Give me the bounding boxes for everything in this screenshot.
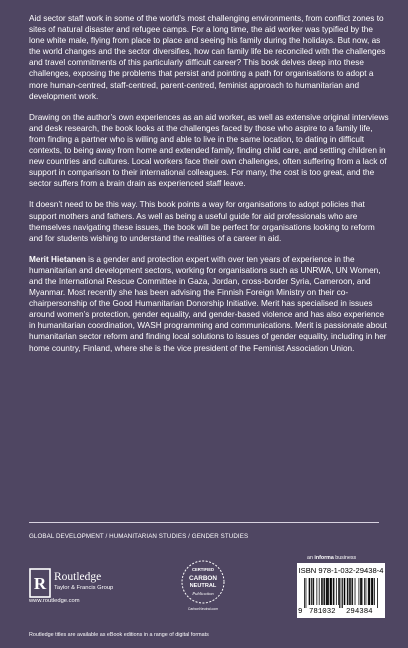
barcode-right-group: 294384 [346, 608, 373, 616]
back-cover-blurb [29, 13, 389, 364]
carbon-url: CarbonNeutral.com [187, 607, 219, 611]
barcode-bar [350, 578, 351, 605]
barcode-bar [362, 578, 363, 605]
routledge-logo-icon [29, 568, 51, 598]
barcode-bar [313, 578, 314, 605]
barcode [297, 563, 385, 618]
badge-bottom: Publication [192, 591, 214, 596]
badge-top: CERTIFIED [191, 567, 215, 572]
barcode-bar [327, 578, 328, 605]
barcode-bar [304, 578, 305, 608]
barcode-bar [359, 578, 360, 605]
barcode-bar [348, 578, 349, 605]
barcode-bar [345, 578, 346, 605]
informa-brand: informa [314, 555, 334, 561]
publisher-logo [29, 568, 139, 608]
divider [29, 522, 379, 523]
author-name: Merit Hietanen [29, 254, 86, 264]
logo-letter: R [33, 574, 47, 593]
barcode-bar [366, 578, 367, 605]
barcode-bar [342, 578, 343, 608]
barcode-bar [326, 578, 327, 605]
barcode-bar [324, 578, 325, 605]
barcode-bar [306, 578, 307, 608]
informa-tagline: an informa business [307, 555, 357, 561]
barcode-bar [374, 578, 375, 605]
barcode-bar [369, 578, 370, 605]
barcode-bar [309, 578, 310, 605]
barcode-bars [304, 578, 378, 608]
barcode-bar [313, 578, 314, 605]
barcode-bar [368, 578, 369, 605]
barcode-bar [352, 578, 353, 605]
badge-line2: NEUTRAL [189, 583, 217, 589]
barcode-bar [316, 578, 317, 605]
barcode-bar [377, 578, 378, 608]
author-bio-text: is a gender and protection expert with over ten years of experience in the humanitarian and development sectors, working for organisations such as UNRWA, UN Women, and the International Rescue Committee in Gaza, Jordan, cross-border Syria, Cameroon, and Myanmar. Most recently she has been advising the Finnish Foreign Ministry on their co-chairpersonship of the Good Humanitarian Donorship Initiative. Merit has specialised in issues around women’s protection, gender equality, and gender-based violence and has also experience in humanitarian coordination, WASH programming and communications. Merit is passionate about humanitarian sector reform and finding local solutions to issues of gender equality, including in her home country, Finland, where she is the vice president of the Feminist Association Union. [29, 254, 387, 353]
barcode-bar [330, 578, 331, 605]
barcode-bar [334, 578, 335, 605]
barcode-bar [327, 578, 328, 605]
isbn-number: ISBN 978-1-032-29438-4 [298, 566, 384, 575]
barcode-bar [373, 578, 374, 605]
barcode-bar [339, 578, 340, 608]
barcode-bar [360, 578, 361, 605]
author-bio [29, 254, 389, 354]
blurb-paragraph: It doesn’t need to be this way. This book points a way for organisations to adopt policies that support mothers and fathers. As well as being a useful guide for aid professionals who are themselves navigating these issues, the book will be perfect for organisations looking to reform and for students wishing to understand the realities of a career in aid. [29, 200, 375, 243]
badge-line1: CARBON [188, 575, 218, 582]
barcode-bar [352, 578, 353, 605]
barcode-digits [297, 608, 385, 617]
barcode-bar [333, 578, 334, 605]
barcode-bar [355, 578, 356, 605]
ebook-footnote: Routledge titles are available as eBook editions in a range of digital formats [29, 632, 209, 638]
barcode-bar [322, 578, 323, 605]
barcode-bar [347, 578, 348, 605]
barcode-bar [309, 578, 310, 605]
barcode-bar [319, 578, 320, 605]
publisher-name: Routledge [54, 571, 102, 583]
barcode-bar [361, 578, 362, 605]
barcode-bar [341, 578, 342, 608]
barcode-bar [321, 578, 322, 605]
barcode-bar [369, 578, 370, 605]
barcode-bar [349, 578, 350, 605]
blurb-paragraph: Aid sector staff work in some of the world’s most challenging environments, from conflict zones to sites of natural disaster and refugee camps. For a long time, the aid worker was typified by the lone white male, flying from place to place and seeing his family during the holidays. But now, as the world changes and the sector diversifies, how can family life be reconciled with the challenges and travel commitments of this particularly difficult career? This book delves deep into these challenges, exposing the problems that persist and pointing a path for organisations to adopt a more human-centred, staff-centred, parent-centred, feminist approach to humanitarian and development work. [29, 14, 386, 101]
barcode-bar [338, 578, 339, 605]
barcode-bar [331, 578, 332, 605]
barcode-left-group: 781032 [309, 608, 336, 616]
blurb-paragraph: Drawing on the author’s own experiences as an aid worker, as well as extensive original interviews and desk research, the book looks at the challenges faced by those who aspire to a family life, from finding a partner who is willing and able to live in the same location, to dating in difficult contexts, to being away from home and extended family, finding child care, and settling children in new countries and cultures. Local workers face their own challenges, often suffering from a lack of support in comparison to their international colleagues. For many, the cost is too great, and the sector suffers from a brain drain as experienced staff leave. [29, 112, 389, 189]
barcode-bar [330, 578, 331, 605]
barcode-bar [323, 578, 324, 605]
barcode-lead-digit: 9 [298, 608, 303, 616]
barcode-bar [344, 578, 345, 605]
barcode-bar [364, 578, 365, 605]
barcode-bar [328, 578, 329, 605]
barcode-bar [311, 578, 312, 605]
publisher-website: www.routledge.com [29, 598, 80, 604]
publisher-group: Taylor & Francis Group [54, 585, 114, 591]
subject-categories: GLOBAL DEVELOPMENT / HUMANITARIAN STUDIES / GENDER STUDIES [29, 533, 249, 540]
barcode-bar [336, 578, 337, 605]
carbon-neutral-badge-icon [180, 559, 226, 605]
barcode-bar [372, 578, 373, 605]
cover-footer [0, 522, 408, 648]
barcode-bar [371, 578, 372, 605]
